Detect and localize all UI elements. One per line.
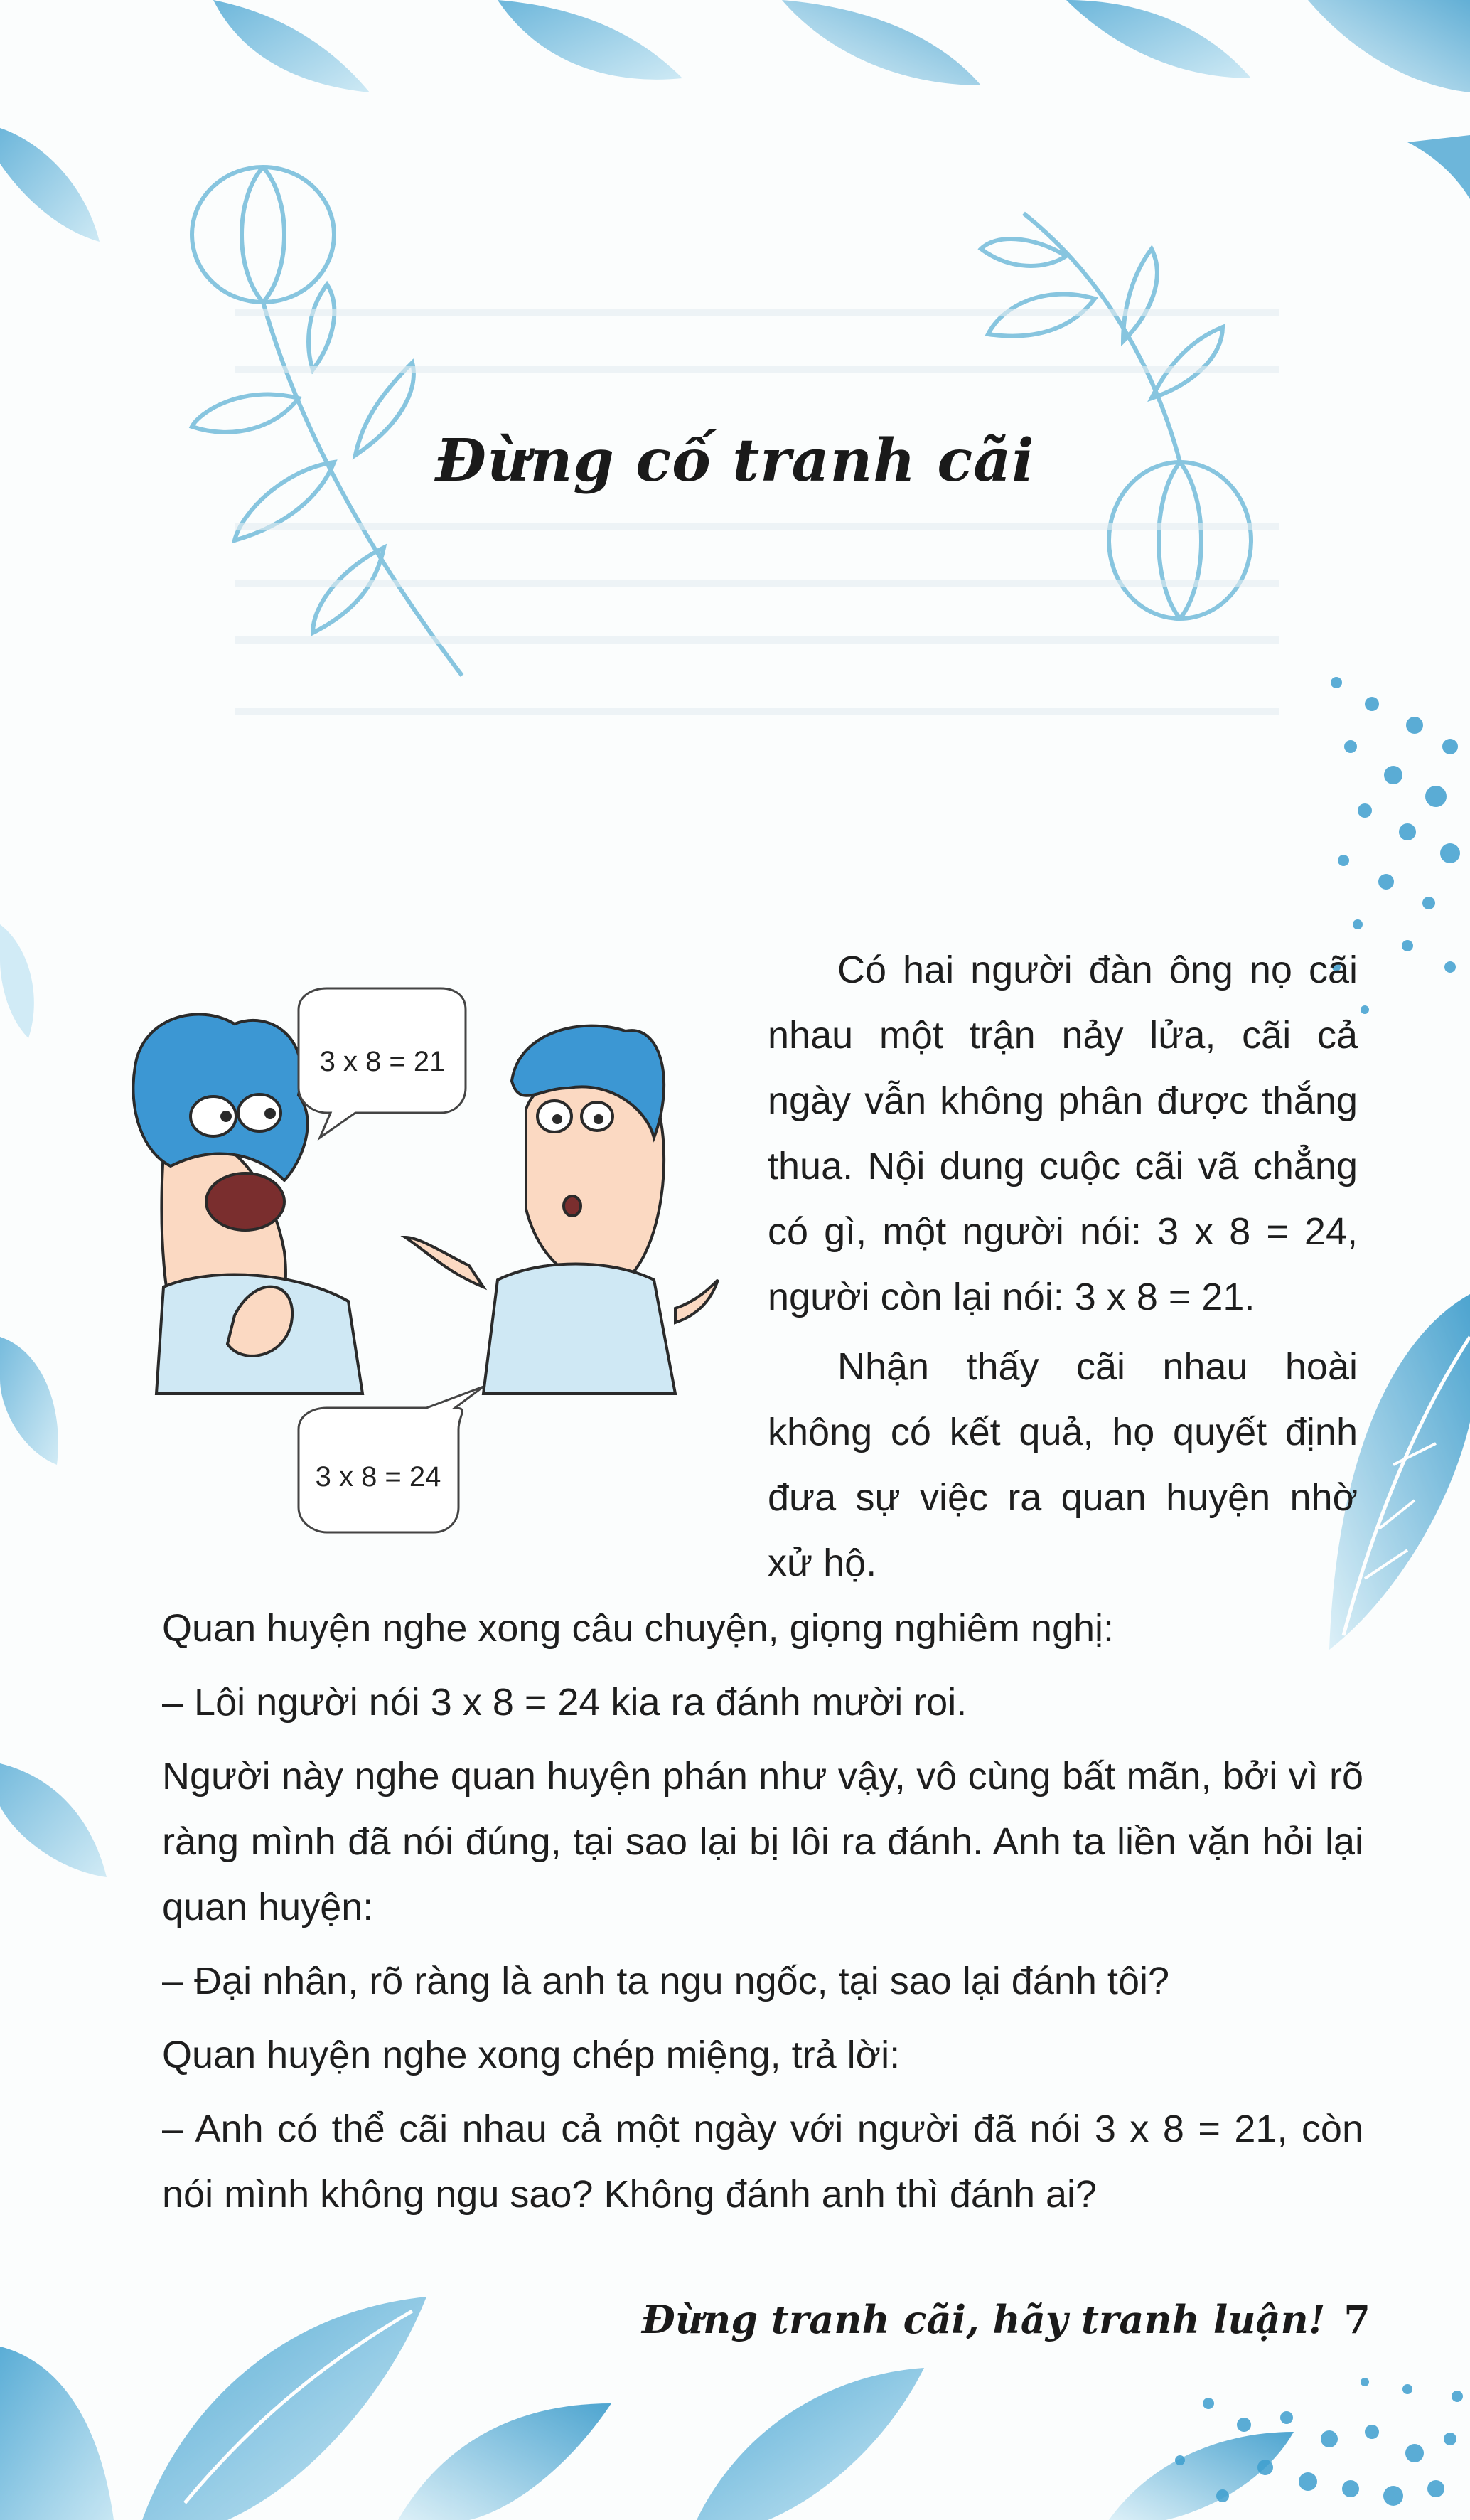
bleed-through-lines	[235, 313, 1279, 711]
right-flower-sketch	[981, 213, 1251, 619]
page-number: 7	[1343, 2297, 1370, 2342]
paragraph: – Đại nhân, rõ ràng là anh ta ngu ngốc, tại sao lại đánh tôi?	[162, 1960, 1169, 2002]
bubble-bottom	[299, 1387, 483, 1532]
paragraph: Quan huyện nghe xong chép miệng, trả lời:	[162, 2034, 901, 2076]
illustration-two-men	[133, 988, 718, 1532]
paragraph: – Anh có thể cãi nhau cả một ngày với người đã nói 3 x 8 = 21, còn nói mình không ngu sao? Không đánh anh thì đánh ai?	[162, 2108, 1363, 2216]
footer-book-title: Đừng tranh cãi, hãy tranh luận!	[641, 2297, 1326, 2342]
page-footer	[642, 2297, 1370, 2342]
paragraph: Nhận thấy cãi nhau hoài không có kết quả, họ quyết định đưa sự việc ra quan huyện nhờ xử hộ.	[768, 1345, 1358, 1584]
story-intro-column	[768, 937, 1358, 1600]
page-title: Đừng cố tranh cãi	[435, 427, 1035, 495]
paragraph: Quan huyện nghe xong câu chuyện, giọng nghiêm nghị:	[162, 1607, 1115, 1650]
left-flower-sketch	[192, 167, 462, 676]
paragraph: Người này nghe quan huyện phán như vậy, vô cùng bất mãn, bởi vì rõ ràng mình đã nói đúng, tại sao lại bị lôi ra đánh. Anh ta liền vặn hỏi lại quan huyện:	[162, 1755, 1363, 1928]
bubble-top	[299, 988, 466, 1138]
bubble-bottom-text: 3 x 8 = 24	[315, 1461, 441, 1493]
paragraph: Có hai người đàn ông nọ cãi nhau một trận nảy lửa, cãi cả ngày vẫn không phân được thắng thua. Nội dung cuộc cãi vã chẳng có gì, một người nói: 3 x 8 = 24, người còn lại nói: 3 x 8 = 21.	[768, 949, 1358, 1318]
bubble-top-text: 3 x 8 = 21	[319, 1046, 446, 1077]
left-edge-leaves	[0, 924, 107, 1877]
story-body	[162, 1596, 1363, 2236]
top-leaves	[0, 0, 1470, 242]
paragraph: – Lôi người nói 3 x 8 = 24 kia ra đánh mười roi.	[162, 1681, 967, 1724]
